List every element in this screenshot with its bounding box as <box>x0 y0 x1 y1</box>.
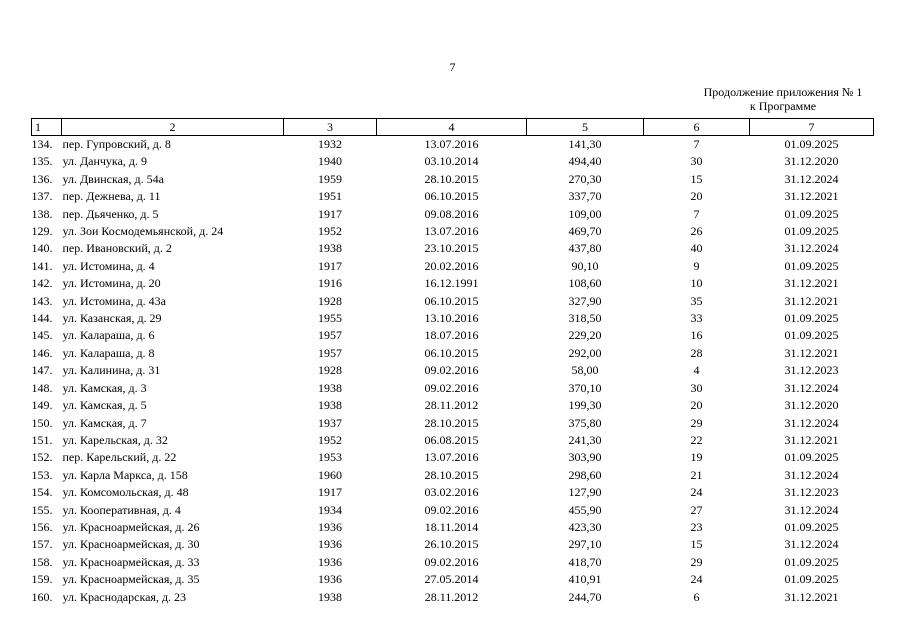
cell-row-number: 147. <box>31 363 53 378</box>
cell-address: ул. Зои Космодемьянской, д. 24 <box>62 224 224 239</box>
cell-address: ул. Истомина, д. 4 <box>62 258 155 273</box>
table-row <box>32 275 874 292</box>
column-header-4: 4 <box>377 119 527 136</box>
cell-address: пер. Дьяченко, д. 5 <box>62 206 159 221</box>
cell-area: 423,30 <box>568 519 602 534</box>
cell-address: ул. Калараша, д. 8 <box>62 345 155 360</box>
table-row <box>32 293 874 310</box>
table-row <box>32 380 874 397</box>
cell-date: 03.10.2014 <box>424 154 479 169</box>
cell-deadline: 31.12.2021 <box>784 589 839 604</box>
cell-deadline: 01.09.2025 <box>784 258 839 273</box>
cell-row-number: 142. <box>31 276 53 291</box>
table-row <box>32 171 874 188</box>
cell-build-year: 1917 <box>318 258 342 273</box>
cell-address: ул. Двинская, д. 54а <box>62 171 164 186</box>
column-header-2: 2 <box>62 119 284 136</box>
cell-date: 09.08.2016 <box>424 206 479 221</box>
appendix-note-line1: Продолжение приложения № 1 <box>703 85 863 99</box>
cell-deadline: 01.09.2025 <box>784 224 839 239</box>
cell-date: 06.10.2015 <box>424 189 479 204</box>
cell-date: 23.10.2015 <box>424 241 479 256</box>
cell-address: ул. Краснодарская, д. 23 <box>62 589 187 604</box>
table-row <box>32 362 874 379</box>
cell-date: 28.10.2015 <box>424 415 479 430</box>
cell-area: 455,90 <box>568 502 602 517</box>
cell-build-year: 1959 <box>318 171 342 186</box>
table-row <box>32 502 874 519</box>
column-header-3: 3 <box>284 119 377 136</box>
cell-build-year: 1952 <box>318 224 342 239</box>
cell-deadline: 01.09.2025 <box>784 206 839 221</box>
cell-build-year: 1916 <box>318 276 342 291</box>
cell-area: 418,70 <box>568 554 602 569</box>
cell-deadline: 01.09.2025 <box>784 572 839 587</box>
page-number: 7 <box>449 60 456 74</box>
table-row <box>32 310 874 327</box>
cell-build-year: 1934 <box>318 502 342 517</box>
table-row <box>32 345 874 362</box>
table-row <box>32 415 874 432</box>
cell-residents: 15 <box>690 537 703 552</box>
cell-address: ул. Камская, д. 5 <box>62 398 147 413</box>
cell-residents: 21 <box>690 467 703 482</box>
cell-residents: 10 <box>690 276 703 291</box>
cell-deadline: 31.12.2021 <box>784 293 839 308</box>
cell-address: ул. Истомина, д. 43а <box>62 293 167 308</box>
cell-date: 28.11.2012 <box>424 398 479 413</box>
cell-date: 26.10.2015 <box>424 537 479 552</box>
cell-date: 06.08.2015 <box>424 432 479 447</box>
cell-build-year: 1937 <box>318 415 342 430</box>
cell-deadline: 01.09.2025 <box>784 554 839 569</box>
cell-area: 370,10 <box>568 380 602 395</box>
cell-area: 199,30 <box>568 398 602 413</box>
cell-deadline: 31.12.2024 <box>784 241 839 256</box>
cell-residents: 7 <box>693 206 700 221</box>
cell-date: 18.07.2016 <box>424 328 479 343</box>
cell-date: 13.07.2016 <box>424 224 479 239</box>
cell-area: 375,80 <box>568 415 602 430</box>
table-header <box>32 119 874 136</box>
cell-row-number: 152. <box>31 450 53 465</box>
appendix-note <box>690 85 876 113</box>
cell-date: 28.11.2012 <box>424 589 479 604</box>
cell-address: ул. Красноармейская, д. 33 <box>62 554 200 569</box>
cell-address: ул. Данчука, д. 9 <box>62 154 148 169</box>
cell-row-number: 157. <box>31 537 53 552</box>
cell-row-number: 146. <box>31 345 53 360</box>
cell-area: 229,20 <box>568 328 602 343</box>
cell-deadline: 31.12.2024 <box>784 380 839 395</box>
cell-build-year: 1936 <box>318 519 342 534</box>
table-row <box>32 136 874 154</box>
cell-area: 437,80 <box>568 241 602 256</box>
cell-deadline: 01.09.2025 <box>784 328 839 343</box>
cell-address: пер. Гупровский, д. 8 <box>62 137 171 151</box>
cell-address: ул. Красноармейская, д. 35 <box>62 572 200 587</box>
cell-row-number: 134. <box>31 137 53 151</box>
cell-residents: 20 <box>690 189 703 204</box>
cell-row-number: 144. <box>31 311 53 326</box>
cell-residents: 4 <box>693 363 700 378</box>
cell-date: 27.05.2014 <box>424 572 479 587</box>
table-row <box>32 206 874 223</box>
cell-deadline: 31.12.2024 <box>784 415 839 430</box>
cell-residents: 29 <box>690 554 703 569</box>
cell-address: пер. Дежнева, д. 11 <box>62 189 161 204</box>
column-header-7: 7 <box>750 119 874 136</box>
cell-address: ул. Кооперативная, д. 4 <box>62 502 181 517</box>
header-row <box>32 119 874 136</box>
cell-deadline: 31.12.2021 <box>784 276 839 291</box>
cell-deadline: 31.12.2021 <box>784 345 839 360</box>
cell-row-number: 129. <box>31 224 53 239</box>
cell-row-number: 141. <box>31 258 53 273</box>
cell-residents: 19 <box>690 450 703 465</box>
cell-residents: 15 <box>690 171 703 186</box>
cell-address: ул. Камская, д. 7 <box>62 415 147 430</box>
cell-deadline: 01.09.2025 <box>784 519 839 534</box>
cell-residents: 30 <box>690 380 703 395</box>
cell-row-number: 156. <box>31 519 53 534</box>
cell-build-year: 1917 <box>318 485 342 500</box>
cell-area: 241,30 <box>568 432 602 447</box>
cell-residents: 16 <box>690 328 703 343</box>
table-row <box>32 519 874 536</box>
cell-row-number: 149. <box>31 398 53 413</box>
cell-deadline: 31.12.2021 <box>784 189 839 204</box>
cell-date: 09.02.2016 <box>424 363 479 378</box>
cell-row-number: 136. <box>31 171 53 186</box>
column-header-5: 5 <box>527 119 644 136</box>
cell-row-number: 137. <box>31 189 53 204</box>
cell-address: пер. Ивановский, д. 2 <box>62 241 172 256</box>
table-row <box>32 571 874 588</box>
cell-deadline: 31.12.2024 <box>784 502 839 517</box>
cell-area: 297,10 <box>568 537 602 552</box>
cell-area: 337,70 <box>568 189 602 204</box>
cell-residents: 35 <box>690 293 703 308</box>
cell-address: ул. Красноармейская, д. 26 <box>62 519 200 534</box>
cell-build-year: 1940 <box>318 154 342 169</box>
table-row <box>32 153 874 170</box>
cell-residents: 27 <box>690 502 703 517</box>
cell-area: 303,90 <box>568 450 602 465</box>
table-row <box>32 327 874 344</box>
cell-residents: 24 <box>690 572 703 587</box>
cell-residents: 22 <box>690 432 703 447</box>
table-row <box>32 589 874 606</box>
cell-date: 13.07.2016 <box>424 450 479 465</box>
cell-date: 03.02.2016 <box>424 485 479 500</box>
cell-date: 13.07.2016 <box>424 137 479 151</box>
cell-area: 90,10 <box>571 258 599 273</box>
cell-residents: 23 <box>690 519 703 534</box>
cell-date: 28.10.2015 <box>424 467 479 482</box>
cell-date: 06.10.2015 <box>424 345 479 360</box>
cell-area: 109,00 <box>568 206 602 221</box>
cell-deadline: 31.12.2024 <box>784 537 839 552</box>
cell-build-year: 1938 <box>318 241 342 256</box>
cell-build-year: 1957 <box>318 328 342 343</box>
table-row <box>32 484 874 501</box>
cell-row-number: 160. <box>31 589 53 604</box>
cell-area: 469,70 <box>568 224 602 239</box>
cell-area: 270,30 <box>568 171 602 186</box>
table-row <box>32 188 874 205</box>
cell-address: ул. Камская, д. 3 <box>62 380 147 395</box>
cell-address: ул. Комсомольская, д. 48 <box>62 485 189 500</box>
table-row <box>32 467 874 484</box>
cell-build-year: 1936 <box>318 537 342 552</box>
cell-date: 09.02.2016 <box>424 380 479 395</box>
cell-date: 18.11.2014 <box>424 519 479 534</box>
cell-address: пер. Карельский, д. 22 <box>62 450 177 465</box>
cell-residents: 29 <box>690 415 703 430</box>
cell-build-year: 1952 <box>318 432 342 447</box>
cell-residents: 33 <box>690 311 703 326</box>
cell-build-year: 1938 <box>318 380 342 395</box>
table-row <box>32 397 874 414</box>
cell-row-number: 140. <box>31 241 53 256</box>
column-header-1: 1 <box>32 119 62 136</box>
cell-area: 292,00 <box>568 345 602 360</box>
cell-area: 58,00 <box>571 363 599 378</box>
cell-build-year: 1938 <box>318 589 342 604</box>
cell-date: 16.12.1991 <box>424 276 479 291</box>
cell-deadline: 31.12.2020 <box>784 398 839 413</box>
cell-residents: 40 <box>690 241 703 256</box>
cell-build-year: 1928 <box>318 363 342 378</box>
cell-address: ул. Казанская, д. 29 <box>62 311 162 326</box>
cell-row-number: 158. <box>31 554 53 569</box>
cell-residents: 30 <box>690 154 703 169</box>
cell-build-year: 1957 <box>318 345 342 360</box>
cell-date: 20.02.2016 <box>424 258 479 273</box>
cell-build-year: 1951 <box>318 189 342 204</box>
appendix-note-line2: к Программе <box>749 99 817 113</box>
cell-row-number: 154. <box>31 485 53 500</box>
cell-date: 28.10.2015 <box>424 171 479 186</box>
cell-address: ул. Калараша, д. 6 <box>62 328 155 343</box>
cell-row-number: 148. <box>31 380 53 395</box>
cell-date: 09.02.2016 <box>424 554 479 569</box>
table-row <box>32 449 874 466</box>
cell-build-year: 1953 <box>318 450 342 465</box>
cell-row-number: 145. <box>31 328 53 343</box>
table-row <box>32 258 874 275</box>
cell-area: 127,90 <box>568 485 602 500</box>
cell-area: 141,30 <box>568 137 602 151</box>
housing-table-container <box>31 118 873 606</box>
cell-build-year: 1932 <box>318 137 342 151</box>
column-header-6: 6 <box>644 119 750 136</box>
cell-deadline: 31.12.2023 <box>784 485 839 500</box>
cell-deadline: 01.09.2025 <box>784 137 839 151</box>
cell-row-number: 150. <box>31 415 53 430</box>
cell-date: 06.10.2015 <box>424 293 479 308</box>
cell-build-year: 1938 <box>318 398 342 413</box>
cell-build-year: 1936 <box>318 554 342 569</box>
cell-row-number: 138. <box>31 206 53 221</box>
cell-row-number: 153. <box>31 467 53 482</box>
cell-area: 108,60 <box>568 276 602 291</box>
cell-build-year: 1960 <box>318 467 342 482</box>
table-row <box>32 554 874 571</box>
cell-date: 09.02.2016 <box>424 502 479 517</box>
cell-deadline: 31.12.2024 <box>784 171 839 186</box>
cell-area: 244,70 <box>568 589 602 604</box>
cell-address: ул. Красноармейская, д. 30 <box>62 537 200 552</box>
cell-deadline: 01.09.2025 <box>784 311 839 326</box>
cell-address: ул. Калинина, д. 31 <box>62 363 161 378</box>
table-body <box>32 136 874 606</box>
cell-build-year: 1936 <box>318 572 342 587</box>
cell-row-number: 159. <box>31 572 53 587</box>
cell-residents: 26 <box>690 224 703 239</box>
cell-date: 13.10.2016 <box>424 311 479 326</box>
cell-address: ул. Карельская, д. 32 <box>62 432 168 447</box>
table-row <box>32 432 874 449</box>
cell-area: 298,60 <box>568 467 602 482</box>
cell-area: 410,91 <box>568 572 602 587</box>
cell-area: 494,40 <box>568 154 602 169</box>
cell-row-number: 143. <box>31 293 53 308</box>
cell-deadline: 31.12.2021 <box>784 432 839 447</box>
cell-residents: 6 <box>693 589 700 604</box>
table-row <box>32 536 874 553</box>
table-row <box>32 240 874 257</box>
table-row <box>32 223 874 240</box>
cell-row-number: 151. <box>31 432 53 447</box>
cell-deadline: 31.12.2024 <box>784 467 839 482</box>
cell-residents: 9 <box>693 258 700 273</box>
cell-build-year: 1955 <box>318 311 342 326</box>
cell-residents: 20 <box>690 398 703 413</box>
cell-residents: 24 <box>690 485 703 500</box>
cell-row-number: 155. <box>31 502 53 517</box>
cell-address: ул. Карла Маркса, д. 158 <box>62 467 188 482</box>
cell-residents: 7 <box>693 137 700 151</box>
cell-deadline: 01.09.2025 <box>784 450 839 465</box>
cell-deadline: 31.12.2023 <box>784 363 839 378</box>
cell-row-number: 135. <box>31 154 53 169</box>
cell-build-year: 1928 <box>318 293 342 308</box>
cell-area: 318,50 <box>568 311 602 326</box>
cell-deadline: 31.12.2020 <box>784 154 839 169</box>
cell-residents: 28 <box>690 345 703 360</box>
cell-area: 327,90 <box>568 293 602 308</box>
cell-address: ул. Истомина, д. 20 <box>62 276 161 291</box>
cell-build-year: 1917 <box>318 206 342 221</box>
housing-table <box>31 118 874 606</box>
